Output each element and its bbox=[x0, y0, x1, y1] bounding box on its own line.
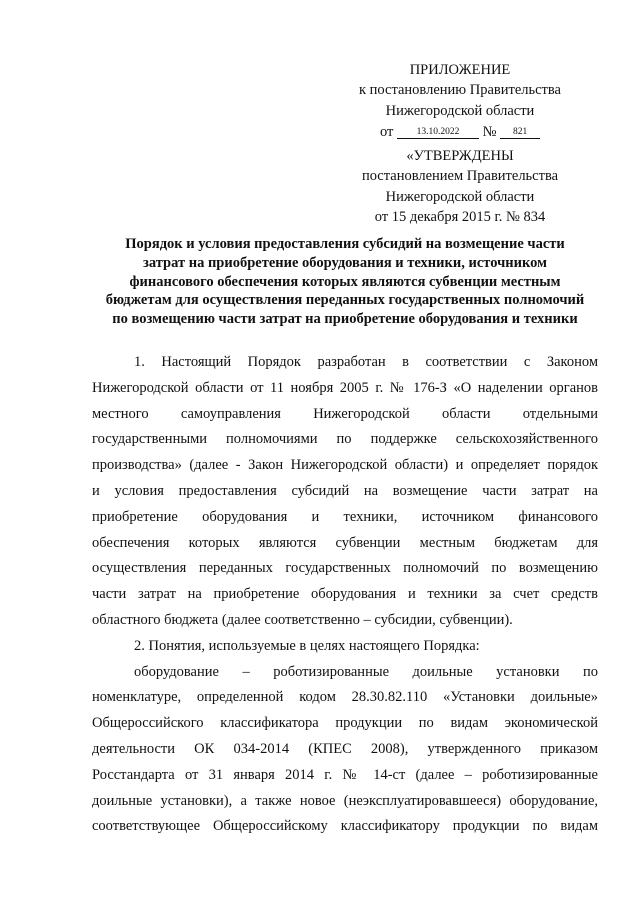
appendix-date-line bbox=[340, 122, 580, 142]
approved-line-2: Нижегородской области bbox=[385, 188, 535, 205]
body-line: деятельности ОК 034-2014 (КПЕС 2008), утвержденного приказом bbox=[92, 740, 598, 757]
body-line: части затрат на приобретение оборудования и техники за счет средств bbox=[92, 586, 598, 603]
document-body bbox=[92, 350, 598, 840]
number-prefix: № bbox=[482, 123, 497, 140]
appendix-line-1: к постановлению Правительства bbox=[359, 82, 561, 99]
appendix-line-2: Нижегородской области bbox=[385, 102, 535, 119]
date-value: 13.10.2022 bbox=[397, 126, 479, 139]
body-line: местного самоуправления Нижегородской области отдельными bbox=[92, 405, 598, 422]
body-line: осуществления переданных государственных полномочий по возмещению bbox=[92, 560, 598, 577]
body-line: государственными полномочиями по поддержке сельскохозяйственного bbox=[92, 431, 598, 448]
body-line: обеспечения которых являются субвенции местным бюджетам для bbox=[92, 534, 598, 551]
body-line: Нижегородской области от 11 ноября 2005 г. № 176-З «О наделении органов bbox=[92, 379, 598, 396]
body-line: соответствующее Общероссийскому классификатору продукции по видам bbox=[92, 818, 598, 835]
body-line: приобретение оборудования и техники, источником финансового bbox=[92, 508, 598, 525]
body-line: оборудование – роботизированные доильные установки по bbox=[134, 663, 598, 680]
heading-line: затрат на приобретение оборудования и техники, источником bbox=[143, 254, 547, 271]
body-line: Общероссийского классификатора продукции по видам экономической bbox=[92, 715, 598, 732]
approved-line-1: постановлением Правительства bbox=[361, 168, 559, 185]
approved-line-3: от 15 декабря 2015 г. № 834 bbox=[374, 208, 546, 225]
appendix-title: ПРИЛОЖЕНИЕ bbox=[409, 62, 511, 78]
body-line: Росстандарта от 31 января 2014 г. № 14-ст (далее – роботизированные bbox=[92, 766, 598, 783]
approved-title: «УТВЕРЖДЕНЫ bbox=[406, 148, 514, 164]
body-line: производства» (далее - Закон Нижегородской области) и определяет порядок bbox=[92, 457, 598, 474]
appendix-block bbox=[340, 60, 580, 142]
approved-block bbox=[340, 146, 580, 227]
heading-line: по возмещению части затрат на приобретение оборудования и техники bbox=[112, 311, 578, 328]
body-line: областного бюджета (далее соответственно – субсидии, субвенции). bbox=[92, 611, 513, 628]
number-value: 821 bbox=[500, 126, 540, 139]
body-line: 1. Настоящий Порядок разработан в соответствии с Законом bbox=[134, 354, 598, 370]
heading-line: Порядок и условия предоставления субсидий на возмещение части bbox=[125, 236, 565, 252]
body-line: доильные установки), а также новое (неэксплуатировавшееся) оборудование, bbox=[92, 792, 598, 809]
date-prefix: от bbox=[379, 123, 394, 140]
document-heading bbox=[92, 235, 598, 329]
heading-line: бюджетам для осуществления переданных государственных полномочий bbox=[105, 292, 585, 309]
heading-line: финансового обеспечения которых являются субвенции местным bbox=[129, 273, 561, 290]
body-line: номенклатуре, определенной кодом 28.30.82.110 «Установки доильные» bbox=[92, 689, 598, 706]
body-line: и условия предоставления субсидий на возмещение части затрат на bbox=[92, 482, 598, 499]
body-line: 2. Понятия, используемые в целях настоящего Порядка: bbox=[134, 637, 480, 654]
